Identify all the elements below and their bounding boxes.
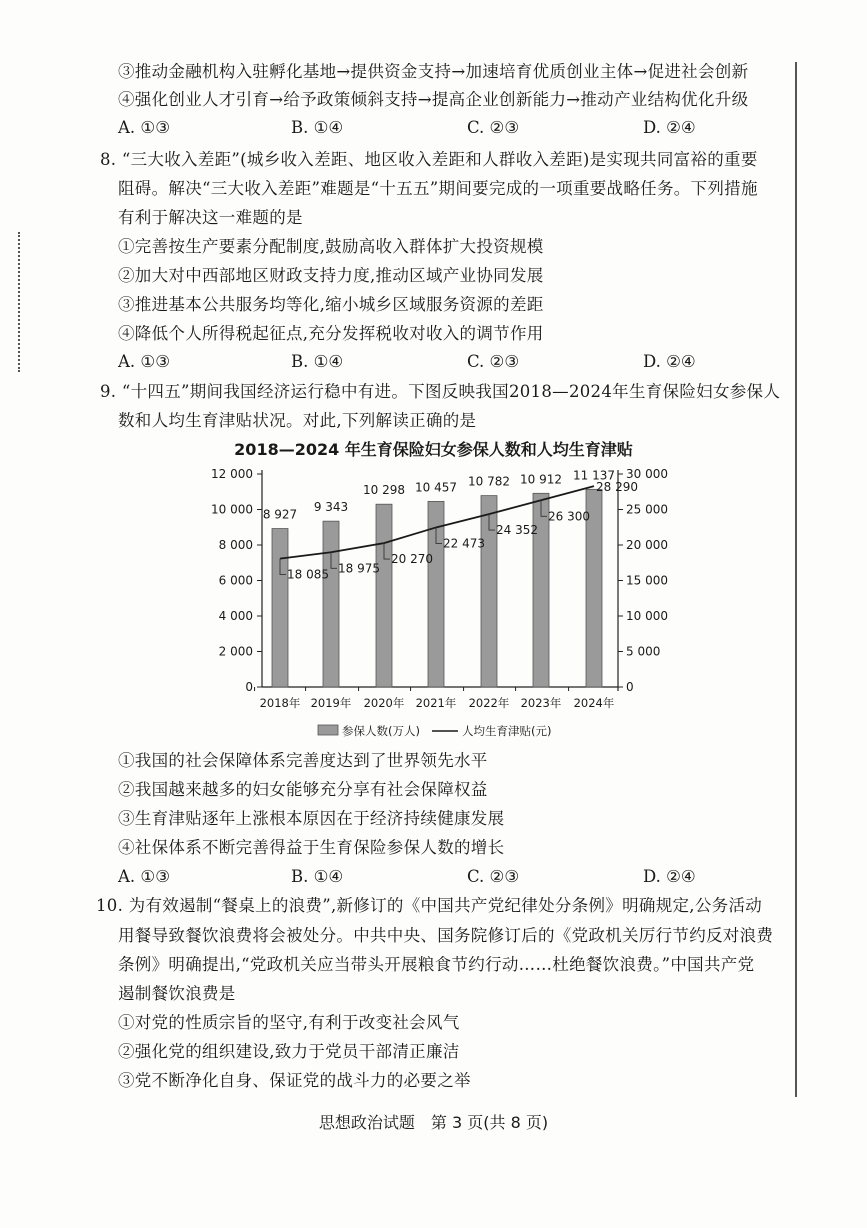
y-tick-label-left: 2 000 [218, 644, 253, 659]
y-tick-label-left: 12 000 [211, 467, 253, 481]
line-label: 26 300 [548, 509, 590, 524]
bar-label: 10 457 [415, 480, 457, 495]
q8-item4: ④降低个人所得税起征点,充分发挥税收对收入的调节作用 [118, 324, 544, 343]
q8-item1: ①完善按生产要素分配制度,鼓励高收入群体扩大投资规模 [118, 237, 544, 256]
bar [272, 529, 288, 687]
x-tick-label: 2020年 [363, 696, 405, 710]
q10-stem-line4: 遏制餐饮浪费是 [118, 984, 236, 1003]
x-tick-label: 2023年 [520, 696, 562, 710]
legend-bar-label: 参保人数(万人) [342, 724, 420, 738]
y-tick-label-left: 6 000 [218, 573, 253, 588]
q8-item2: ②加大对中西部地区财政支持力度,推动区域产业协同发展 [118, 266, 544, 285]
q10-stem-line1: 10. 为有效遏制“餐桌上的浪费”,新修订的《中国共产党纪律处分条例》明确规定,公务活动 [96, 896, 763, 915]
q10-stem-line3: 条例》明确提出,“党政机关应当带头开展粮食节约行动……杜绝餐饮浪费。”中国共产党 [118, 955, 755, 974]
x-tick-label: 2021年 [415, 696, 457, 710]
q7-option-d: D. ②④ [643, 118, 696, 137]
q9-stem-line2: 数和人均生育津贴状况。对此,下列解读正确的是 [118, 411, 477, 430]
x-tick-label: 2019年 [310, 696, 352, 710]
y-tick-label-right: 20 000 [626, 538, 668, 552]
q8-option-b: B. ①④ [291, 352, 344, 371]
q7-option-a: A. ①③ [118, 118, 170, 137]
y-tick-label-left: 4 000 [218, 609, 253, 623]
q10-stem-line2: 用餐导致餐饮浪费将会被处分。中共中央、国务院修订后的《党政机关厉行节约反对浪费 [118, 926, 774, 945]
q7-item3: ③推动金融机构入驻孵化基地→提供资金支持→加速培育优质创业主体→促进社会创新 [118, 62, 749, 81]
q8-stem-line2: 阻碍。解决“三大收入差距”难题是“十五五”期间要完成的一项重要战略任务。下列措施 [118, 179, 758, 198]
q10-item3: ③党不断净化自身、保证党的战斗力的必要之举 [118, 1071, 471, 1090]
line-label: 24 352 [496, 523, 538, 538]
y-tick-label-left: 10 000 [211, 502, 253, 517]
y-tick-label-right: 0 [626, 680, 634, 694]
q9-item1: ①我国的社会保障体系完善度达到了世界领先水平 [118, 751, 488, 770]
q9-option-b: B. ①④ [291, 867, 344, 886]
bar-label: 8 927 [262, 507, 298, 522]
x-tick-label: 2024年 [573, 696, 615, 710]
x-tick-label: 2018年 [259, 696, 301, 710]
q9-item2: ②我国越来越多的妇女能够充分享有社会保障权益 [118, 780, 488, 799]
line-label: 18 975 [338, 561, 380, 576]
line-label: 20 270 [391, 552, 433, 567]
q8-option-c: C. ②③ [467, 352, 520, 371]
y-tick-label-left: 8 000 [218, 538, 253, 552]
y-tick-label-right: 25 000 [626, 502, 668, 517]
q9-option-c: C. ②③ [467, 867, 520, 886]
y-tick-label-right: 5 000 [626, 644, 661, 659]
q10-item2: ②强化党的组织建设,致力于党员干部清正廉洁 [118, 1042, 460, 1061]
y-tick-label-left: 0 [245, 680, 253, 694]
legend-bar-swatch [318, 725, 338, 735]
q7-option-c: C. ②③ [467, 118, 520, 137]
page-footer: 思想政治试题 第 3 页(共 8 页) [318, 1113, 549, 1132]
q7-option-b: B. ①④ [291, 118, 344, 137]
q8-item3: ③推进基本公共服务均等化,缩小城乡区域服务资源的差距 [118, 295, 544, 314]
q9-item4: ④社保体系不断完善得益于生育保险参保人数的增长 [118, 838, 505, 857]
bar-label: 11 137 [573, 468, 615, 483]
legend-line-label: 人均生育津贴(元) [462, 724, 552, 738]
q8-option-a: A. ①③ [118, 352, 170, 371]
q9-option-d: D. ②④ [643, 867, 696, 886]
bar [376, 504, 392, 687]
q9-option-a: A. ①③ [118, 867, 170, 886]
line-label: 22 473 [443, 536, 485, 551]
q9-stem-line1: 9. “十四五”期间我国经济运行稳中有进。下图反映我国2018—2024年生育保险妇女参保人 [100, 382, 781, 401]
q9-item3: ③生育津贴逐年上涨根本原因在于经济持续健康发展 [118, 809, 505, 828]
q7-item4: ④强化创业人才引育→给予政策倾斜支持→提高企业创新能力→推动产业结构优化升级 [118, 90, 749, 109]
chart-title: 2018—2024 年生育保险妇女参保人数和人均生育津贴 [234, 440, 633, 459]
line-label: 18 085 [287, 567, 329, 582]
y-tick-label-right: 10 000 [626, 609, 668, 623]
q8-stem-line1: 8. “三大收入差距”(城乡收入差距、地区收入差距和人群收入差距)是实现共同富裕的重要 [100, 150, 758, 169]
y-tick-label-right: 15 000 [626, 573, 668, 588]
bar-label: 9 343 [313, 500, 349, 515]
bar-label: 10 912 [520, 472, 562, 487]
q10-item1: ①对党的性质宗旨的坚守,有利于改变社会风气 [118, 1013, 460, 1032]
q8-option-d: D. ②④ [643, 352, 696, 371]
bar [323, 521, 339, 687]
y-tick-label-right: 30 000 [626, 467, 668, 481]
x-tick-label: 2022年 [468, 696, 510, 710]
q8-stem-line3: 有利于解决这一难题的是 [118, 208, 303, 227]
line-label: 28 290 [596, 480, 638, 495]
bar-label: 10 298 [363, 483, 405, 498]
bar-label: 10 782 [468, 474, 510, 489]
